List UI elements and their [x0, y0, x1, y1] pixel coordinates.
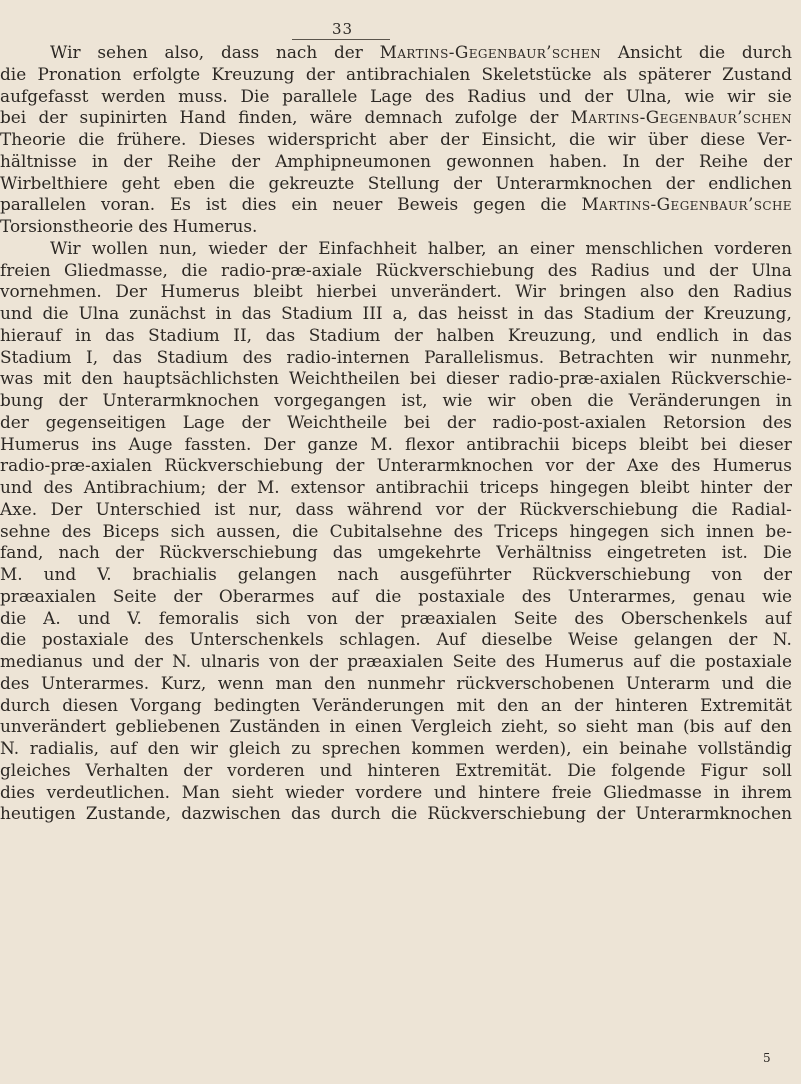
text-line: dies verdeutlichen. Man sieht wieder vordere und hintere freie Gliedmasse in ihrem: [0, 781, 792, 802]
page-number: 33: [332, 20, 354, 38]
text-line: heutigen Zustande, dazwischen das durch die Rückverschiebung der Unterarmknochen: [0, 803, 792, 824]
text-line: Torsionstheorie des Humerus.: [0, 216, 258, 236]
text-line: hältnisse in der Reihe der Amphipneumonen gewonnen haben. In der Reihe der: [0, 150, 792, 171]
text-line: was mit den hauptsächlichsten Weichtheilen bei dieser radio-præ-axialen Rückverschie-: [0, 368, 792, 389]
text-line: des Unterarmes. Kurz, wenn man den nunmehr rückverschobenen Unterarm und die: [0, 672, 792, 693]
text-line: hierauf in das Stadium II, das Stadium der halben Kreuzung, und endlich in das: [0, 324, 792, 345]
text-line: unverändert gebliebenen Zuständen in einen Vergleich zieht, so sieht man (bis auf den: [0, 716, 792, 737]
text-line: præaxialen Seite der Oberarmes auf die postaxiale des Unterarmes, genau wie: [0, 585, 792, 606]
text-line: die A. und V. femoralis sich von der præaxialen Seite des Oberschenkels auf: [0, 607, 792, 628]
text-line: gleiches Verhalten der vorderen und hinteren Extremität. Die folgende Figur soll: [0, 759, 792, 780]
text-line: medianus und der N. ulnaris von der præaxialen Seite des Humerus auf die postaxiale: [0, 651, 792, 671]
body-text: [0, 42, 792, 825]
text-line: Wir sehen also, dass nach der Martins-Gegenbaur’schen Ansicht die durch: [50, 42, 792, 62]
text-line: M. und V. brachialis gelangen nach ausgeführter Rückverschiebung von der: [0, 564, 792, 584]
text-line: Wir wollen nun, wieder der Einfachheit halber, an einer menschlichen vorderen: [50, 237, 792, 258]
text-line: N. radialis, auf den wir gleich zu sprechen kommen werden), ein beinahe vollständig: [0, 738, 792, 758]
text-line: die postaxiale des Unterschenkels schlagen. Auf dieselbe Weise gelangen der N.: [0, 629, 792, 650]
text-line: bei der supinirten Hand finden, wäre demnach zufolge der Martins-Gegenbaur’schen: [0, 107, 792, 128]
text-line: durch diesen Vorgang bedingten Veränderungen mit den an der hinteren Extremität: [0, 694, 792, 715]
header-rule: [292, 39, 390, 40]
text-line: freien Gliedmasse, die radio-præ-axiale Rückverschiebung des Radius und der Ulna: [0, 259, 792, 280]
text-line: fand, nach der Rückverschiebung das umgekehrte Verhältniss eingetreten ist. Die: [0, 542, 792, 563]
text-line: bung der Unterarmknochen vorgegangen ist, wie wir oben die Veränderungen in: [0, 390, 792, 410]
text-line: Wirbelthiere geht eben die gekreuzte Stellung der Unterarmknochen der endlichen: [0, 172, 792, 193]
text-line: Axe. Der Unterschied ist nur, dass während vor der Rückverschiebung die Radial-: [0, 498, 792, 519]
text-line: und die Ulna zunächst in das Stadium III a, das heisst in das Stadium der Kreuzung,: [0, 303, 792, 323]
text-line: Stadium I, das Stadium des radio-internen Parallelismus. Betrachten wir nunmehr,: [0, 346, 792, 367]
text-line: radio-præ-axialen Rückverschiebung der Unterarmknochen vor der Axe des Humerus: [0, 455, 792, 476]
text-line: der gegenseitigen Lage der Weichtheile bei der radio-post-axialen Retorsion des: [0, 411, 792, 432]
text-line: vornehmen. Der Humerus bleibt hierbei unverändert. Wir bringen also den Radius: [0, 281, 792, 302]
text-line: parallelen voran. Es ist dies ein neuer Beweis gegen die Martins-Gegenbaur’sche: [0, 194, 792, 215]
text-line: aufgefasst werden muss. Die parallele Lage des Radius und der Ulna, wie wir sie: [0, 85, 792, 106]
text-line: Theorie die frühere. Dieses widerspricht aber der Einsicht, die wir über diese Ver-: [0, 129, 792, 149]
text-line: sehne des Biceps sich aussen, die Cubitalsehne des Triceps hingegen sich innen be-: [0, 520, 792, 541]
text-line: und des Antibrachium; der M. extensor antibrachii triceps hingegen bleibt hinter der: [0, 477, 792, 497]
text-line: Humerus ins Auge fassten. Der ganze M. flexor antibrachii biceps bleibt bei dieser: [0, 433, 792, 454]
text-line: die Pronation erfolgte Kreuzung der antibrachialen Skeletstücke als späterer Zustand: [0, 63, 792, 84]
signature-mark: 5: [763, 1051, 771, 1065]
